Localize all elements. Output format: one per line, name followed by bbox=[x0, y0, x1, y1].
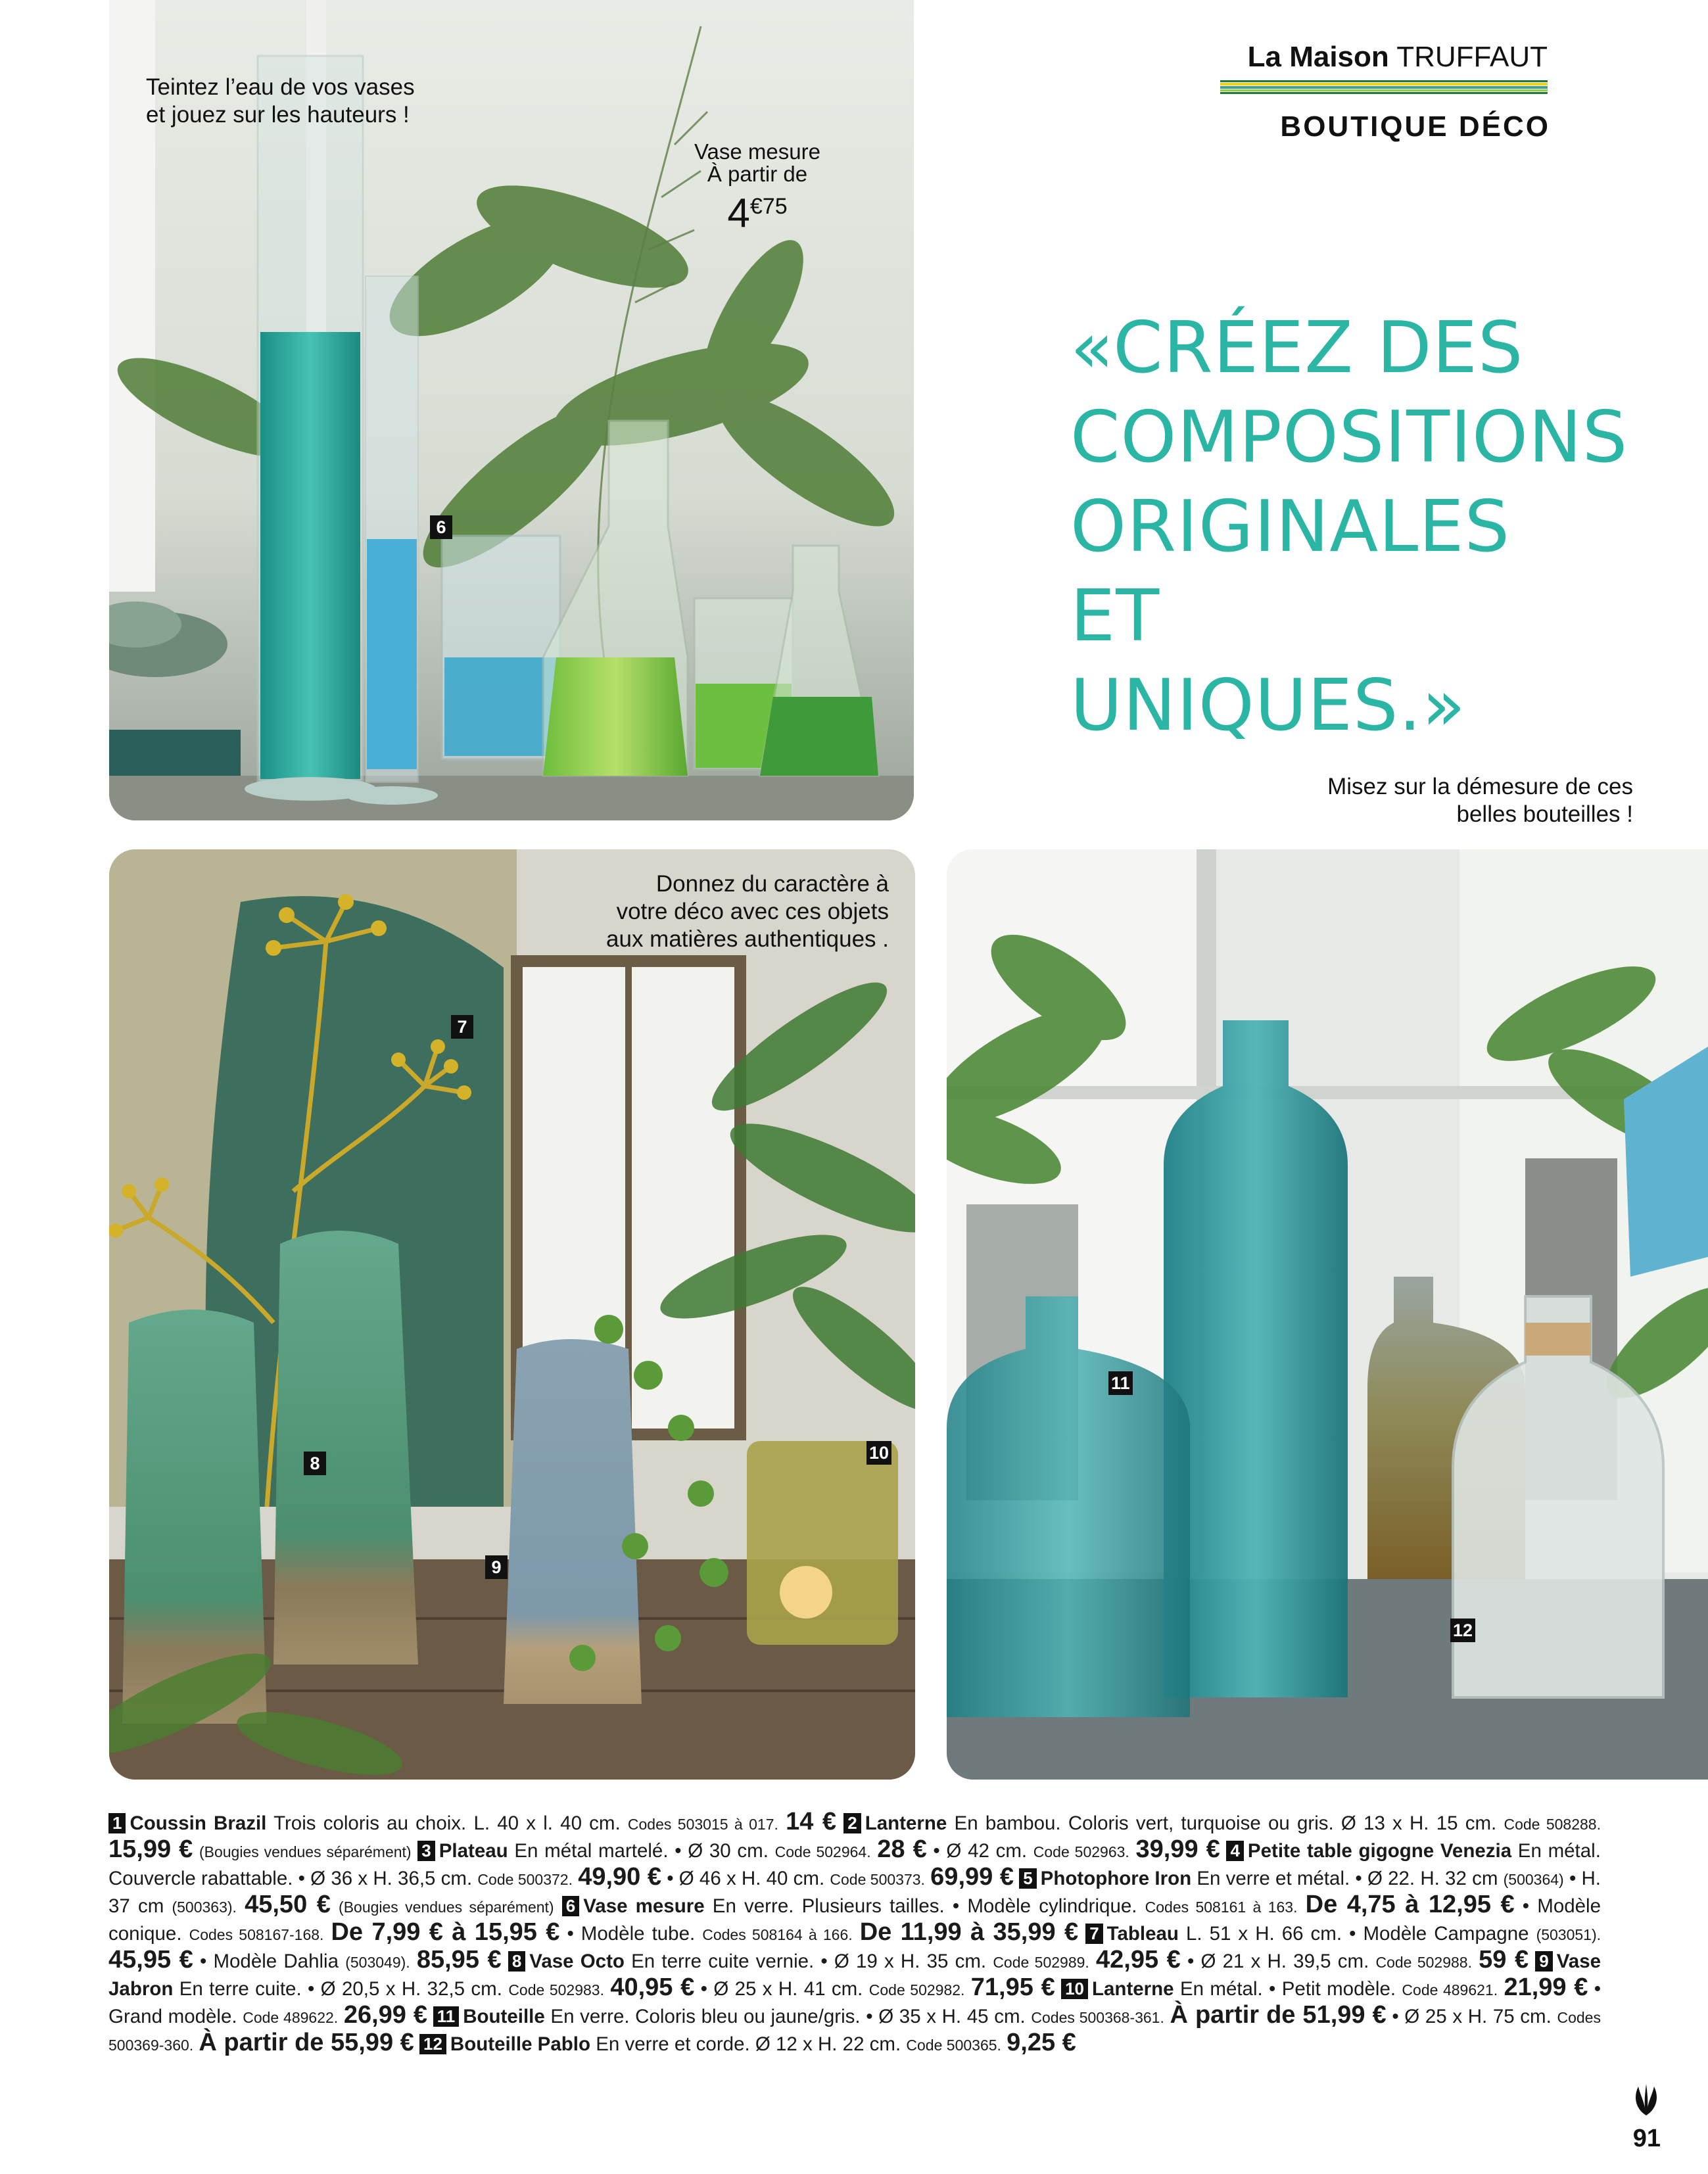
product-spec: • Ø 42 cm. bbox=[933, 1840, 1028, 1862]
product-code: Code 502964. bbox=[774, 1843, 871, 1860]
caption-line: belles bouteilles ! bbox=[1456, 801, 1633, 827]
product-spec: • Ø 25 x H. 41 cm. bbox=[700, 1978, 863, 2000]
product-spec: En métal. Couvercle rabattable. • Ø 36 x H. 36,5 cm. bbox=[108, 1840, 1601, 1889]
photo-caption bbox=[146, 74, 415, 129]
product-entry bbox=[108, 1808, 843, 1835]
product-spec: • Modèle tube. bbox=[567, 1923, 696, 1945]
product-price: 69,99 € bbox=[930, 1863, 1014, 1891]
item-number-badge: 8 bbox=[304, 1452, 326, 1475]
product-price: 21,99 € bbox=[1504, 1973, 1588, 2001]
product-price: De 11,99 à 35,99 € bbox=[859, 1918, 1079, 1946]
product-name: Vase mesure bbox=[583, 1895, 705, 1917]
item-number-badge: 10 bbox=[866, 1441, 891, 1465]
photo-caption bbox=[1327, 773, 1633, 828]
product-descriptions bbox=[108, 1809, 1601, 2058]
product-code: Code 489622. bbox=[243, 2009, 339, 2026]
product-code: Code 502963. bbox=[1033, 1843, 1129, 1860]
product-number-badge: 6 bbox=[562, 1896, 579, 1916]
product-name: Photophore Iron bbox=[1040, 1868, 1192, 1889]
product-spec: En bambou. Coloris vert, turquoise ou gris. Ø 13 x H. 15 cm. bbox=[954, 1812, 1497, 1834]
product-name: Bouteille Pablo bbox=[450, 2033, 590, 2055]
product-number-badge: 3 bbox=[417, 1841, 435, 1861]
photo-caption bbox=[606, 870, 889, 953]
quote-line: «CRÉEZ DES bbox=[1070, 307, 1524, 389]
product-spec: • Modèle conique. bbox=[108, 1895, 1601, 1945]
item-number-badge: 6 bbox=[430, 515, 452, 539]
product-code: Code 500372. bbox=[477, 1871, 573, 1888]
truffaut-leaf-icon bbox=[1632, 2083, 1661, 2117]
price-tag bbox=[672, 141, 843, 245]
product-spec: L. 51 x H. 66 cm. • Modèle Campagne bbox=[1185, 1923, 1529, 1945]
product-number-badge: 12 bbox=[419, 2034, 446, 2054]
product-spec: • Ø 21 x H. 39,5 cm. bbox=[1187, 1950, 1369, 1972]
product-code: Code 500373. bbox=[830, 1871, 925, 1888]
product-name: Bouteille bbox=[463, 2006, 545, 2027]
product-entry bbox=[417, 1835, 1226, 1863]
product-code: Codes 503015 à 017. bbox=[627, 1816, 778, 1833]
product-name: Vase Octo bbox=[529, 1950, 625, 1972]
product-entry bbox=[508, 1946, 1535, 1973]
product-number-badge: 5 bbox=[1019, 1868, 1036, 1889]
product-code: Codes 508161 à 163. bbox=[1145, 1899, 1298, 1916]
caption-line: Donnez du caractère à bbox=[655, 871, 889, 897]
caption-line: Misez sur la démesure de ces bbox=[1327, 774, 1633, 799]
brand-stripes bbox=[1220, 80, 1548, 95]
product-price: 59 € bbox=[1479, 1946, 1529, 1973]
product-name: Tableau bbox=[1106, 1923, 1179, 1945]
product-price: 49,90 € bbox=[578, 1863, 661, 1891]
product-code: (503051). bbox=[1536, 1926, 1601, 1943]
section-title: BOUTIQUE DÉCO bbox=[1280, 110, 1550, 143]
price-decimal: €75 bbox=[749, 194, 788, 219]
product-price: 9,25 € bbox=[1007, 2029, 1076, 2056]
product-spec: Trois coloris au choix. L. 40 x l. 40 cm. bbox=[273, 1812, 621, 1834]
brand-title bbox=[1248, 41, 1548, 74]
product-code: Code 502988. bbox=[1375, 1954, 1472, 1971]
product-note: (Bougies vendues séparément) bbox=[199, 1843, 412, 1860]
product-price: 85,95 € bbox=[416, 1946, 502, 1973]
product-spec: En verre et corde. Ø 12 x H. 22 cm. bbox=[596, 2033, 901, 2055]
product-price: 15,99 € bbox=[108, 1835, 193, 1863]
caption-line: Teintez l’eau de vos vases bbox=[146, 74, 415, 100]
pull-quote bbox=[1070, 304, 1628, 751]
product-number-badge: 9 bbox=[1535, 1951, 1552, 1972]
product-number-badge: 11 bbox=[433, 2006, 460, 2027]
photo-glass-vases bbox=[109, 0, 914, 820]
brand-bold: La Maison bbox=[1247, 41, 1389, 73]
product-spec: • Grand modèle. bbox=[108, 1978, 1601, 2027]
product-code: Code 500365. bbox=[906, 2037, 1001, 2054]
product-price: 39,99 € bbox=[1135, 1835, 1220, 1863]
product-spec: En métal martelé. • Ø 30 cm. bbox=[514, 1840, 769, 1862]
product-spec: • H. 37 cm bbox=[108, 1868, 1601, 1917]
product-price: De 4,75 à 12,95 € bbox=[1305, 1891, 1515, 1918]
product-price: 71,95 € bbox=[970, 1973, 1055, 2001]
product-spec: • Ø 46 x H. 40 cm. bbox=[667, 1868, 825, 1889]
product-name: Plateau bbox=[439, 1840, 508, 1862]
product-number-badge: 8 bbox=[508, 1951, 525, 1972]
product-price: 42,95 € bbox=[1096, 1946, 1181, 1973]
product-name: Coussin Brazil bbox=[130, 1812, 267, 1834]
product-price: À partir de 55,99 € bbox=[199, 2029, 414, 2056]
product-code: Codes 500369-360. bbox=[108, 2009, 1601, 2054]
item-number-badge: 11 bbox=[1108, 1371, 1133, 1395]
item-number-badge: 7 bbox=[451, 1015, 473, 1039]
product-price: 40,95 € bbox=[610, 1973, 695, 2001]
product-price: 28 € bbox=[877, 1835, 927, 1863]
product-price: De 7,99 € à 15,95 € bbox=[331, 1918, 560, 1946]
product-name: Lanterne bbox=[865, 1812, 947, 1834]
price-label: À partir de bbox=[707, 162, 808, 186]
product-number-badge: 10 bbox=[1061, 1979, 1088, 1999]
quote-line: ORIGINALES ET bbox=[1070, 486, 1511, 657]
product-entry bbox=[419, 2029, 1076, 2056]
photo-ceramic-vases bbox=[109, 849, 915, 1780]
product-price: À partir de 51,99 € bbox=[1170, 2001, 1387, 2029]
product-number-badge: 4 bbox=[1226, 1841, 1243, 1861]
product-price: 14 € bbox=[786, 1808, 837, 1835]
product-code: (500364) bbox=[1503, 1871, 1564, 1888]
product-code: Code 502989. bbox=[993, 1954, 1089, 1971]
product-spec: En métal. • Petit modèle. bbox=[1179, 1978, 1396, 2000]
item-number-badge: 9 bbox=[485, 1555, 508, 1579]
product-code: Code 508288. bbox=[1504, 1816, 1601, 1833]
product-name: Vase Jabron bbox=[108, 1950, 1601, 2000]
product-number-badge: 7 bbox=[1085, 1924, 1103, 1944]
product-number-badge: 1 bbox=[108, 1813, 126, 1833]
product-note: (Bougies vendues séparément) bbox=[339, 1899, 554, 1916]
caption-line: et jouez sur les hauteurs ! bbox=[146, 102, 410, 128]
page-number: 91 bbox=[1632, 2125, 1661, 2152]
quote-line: UNIQUES.» bbox=[1070, 665, 1466, 747]
product-code: Codes 508164 à 166. bbox=[702, 1926, 853, 1943]
product-code: (503049). bbox=[345, 1954, 410, 1971]
product-code: (500363). bbox=[172, 1899, 237, 1916]
product-spec: En verre. Coloris bleu ou jaune/gris. • Ø 35 x H. 45 cm. bbox=[550, 2006, 1026, 2027]
product-code: Code 502982. bbox=[868, 1981, 965, 1998]
product-code: Codes 508167-168. bbox=[189, 1926, 324, 1943]
product-spec: En verre et métal. • Ø 22. H. 32 cm bbox=[1197, 1868, 1498, 1889]
caption-line: votre déco avec ces objets bbox=[616, 899, 889, 924]
product-code: Codes 500368-361. bbox=[1031, 2009, 1164, 2026]
photo-glass-bottles bbox=[947, 849, 1708, 1780]
price-integer: 4 bbox=[727, 191, 750, 236]
product-spec: • Ø 25 x H. 75 cm. bbox=[1392, 2006, 1552, 2027]
product-price: 45,95 € bbox=[108, 1946, 193, 1973]
product-name: Petite table gigogne Venezia bbox=[1247, 1840, 1512, 1862]
caption-line: aux matières authentiques . bbox=[606, 926, 889, 952]
product-name: Lanterne bbox=[1092, 1978, 1174, 2000]
product-code: Code 502983. bbox=[508, 1981, 604, 1998]
product-spec: En terre cuite. • Ø 20,5 x H. 32,5 cm. bbox=[179, 1978, 502, 2000]
price-label: Vase mesure bbox=[694, 139, 820, 164]
quote-line: COMPOSITIONS bbox=[1070, 396, 1628, 479]
product-spec: • Modèle Dahlia bbox=[199, 1950, 339, 1972]
product-price: 45,50 € bbox=[245, 1891, 331, 1918]
product-price: 26,99 € bbox=[343, 2001, 428, 2029]
product-spec: En verre. Plusieurs tailles. • Modèle cylindrique. bbox=[712, 1895, 1137, 1917]
brand-regular: TRUFFAUT bbox=[1396, 41, 1548, 73]
product-code: Code 489621. bbox=[1402, 1981, 1498, 1998]
product-spec: En terre cuite vernie. • Ø 19 x H. 35 cm. bbox=[631, 1950, 987, 1972]
product-number-badge: 2 bbox=[843, 1813, 861, 1833]
item-number-badge: 12 bbox=[1450, 1619, 1475, 1642]
